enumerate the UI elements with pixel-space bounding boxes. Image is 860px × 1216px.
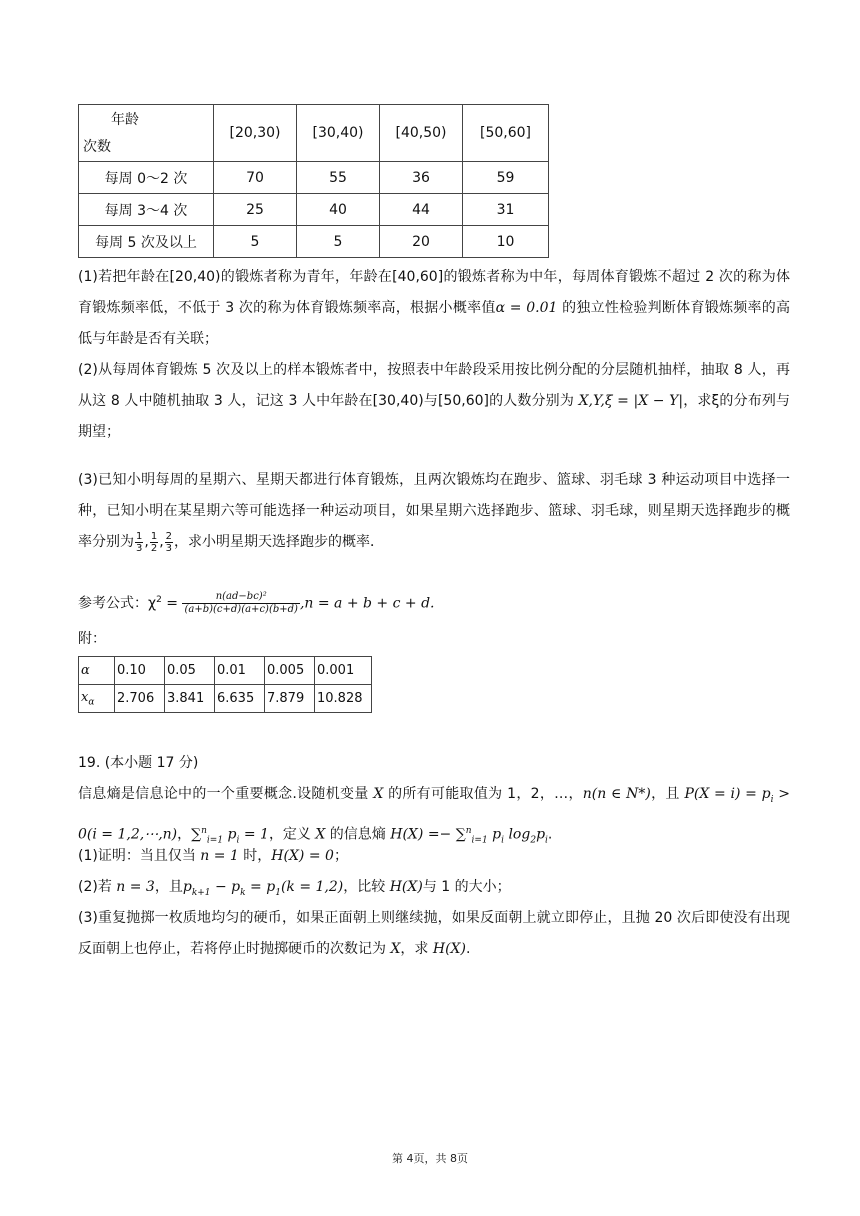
- math-expr: (k = 1,2): [280, 879, 344, 895]
- q19-part1: [78, 841, 790, 872]
- table-cell: 36: [380, 162, 463, 194]
- frequency-table: [78, 104, 549, 258]
- q19-part2-text: (2)若: [78, 879, 117, 895]
- fraction-denominator: 3: [165, 542, 173, 554]
- table-cell: 25: [214, 194, 297, 226]
- formula-equals: =: [161, 595, 183, 612]
- math-subscript: i=1: [471, 835, 488, 846]
- math-expr: = p: [245, 879, 276, 895]
- critical-value-table: [78, 656, 372, 713]
- math-expr: p: [536, 826, 546, 843]
- q19-part3-text: (3)重复抛掷一枚质地均匀的硬币，如果正面朝上则继续抛，如果反面朝上就立即停止，且抛 20 次后即使没有出现反面朝上也停止，若将停止时抛掷硬币的次数记为: [78, 910, 790, 957]
- table-row: [79, 685, 372, 713]
- q19-intro-text: .: [547, 826, 553, 843]
- table-row: [79, 194, 549, 226]
- table-row: [79, 657, 372, 685]
- column-header: [30,40): [297, 105, 380, 162]
- x-label: x: [81, 689, 89, 705]
- table-row: [79, 162, 549, 194]
- q18-part3-text-end: ，求小明星期天选择跑步的概率．: [174, 534, 385, 550]
- table-cell: 31: [463, 194, 549, 226]
- q18-part1: [78, 262, 790, 355]
- math-expr: p: [182, 879, 192, 895]
- table-corner-cell: [79, 105, 214, 162]
- q19-intro-text: ，定义: [268, 826, 316, 843]
- q18-part3: (3)已知小明每周的星期六、星期天都进行体育锻炼，且两次锻炼均在跑步、篮球、羽毛球 3 种运动项目中选择一种，已知小明在某星期六等可能选择一种运动项目，如果星期六选择跑步、篮球、羽毛球，则星期天选择跑步的概率分别为 $\frac{1}{3}$ , $\frac{1}{2}$ , $\frac{2}{3}$ ，求小明星期天选择跑步的概率．: [78, 472, 790, 554]
- q19-intro-text: ，且: [650, 786, 685, 802]
- table-cell: 55: [297, 162, 380, 194]
- math-subscript: 2: [530, 835, 537, 846]
- table-cell: 10.828: [315, 685, 372, 713]
- column-header: [50,60]: [463, 105, 549, 162]
- reference-formula: [78, 588, 435, 616]
- table-cell: 6.635: [215, 685, 265, 713]
- q19-intro-text: 信息熵是信息论中的一个重要概念.设随机变量: [78, 786, 374, 802]
- q19-part2-text: ，比较: [343, 879, 390, 895]
- table-cell: 44: [380, 194, 463, 226]
- q19-part2-text: ，且: [154, 879, 183, 895]
- math-expr: H(X): [389, 879, 423, 895]
- corner-label-age: 年龄: [111, 112, 139, 128]
- formula-numerator: n(ad−bc)²: [182, 591, 299, 604]
- q19-part2-text: 与 1 的大小；: [422, 879, 511, 895]
- formula-exponent: 2: [156, 595, 162, 605]
- page-footer: 第 4页，共 8页: [392, 1152, 468, 1165]
- q18-part2-vars: X,Y,ξ = |X − Y|: [578, 393, 684, 409]
- q19-part3-text: .: [465, 941, 471, 957]
- alpha-label: α: [79, 657, 115, 685]
- table-cell: 0.001: [315, 657, 372, 685]
- table-cell: 70: [214, 162, 297, 194]
- q19-part1-text: (1)证明：当且仅当: [78, 848, 201, 864]
- q18-part2-text: (2)从每周体育锻炼 5 次及以上的样本锻炼者中，按照表中年龄段采用按比例分配的分层随机抽样，抽取 8 人，再从这 8 人中随机抽取 3 人，记这 3 人中年龄在[30,40)与[50,60]的人数分别为: [78, 362, 790, 409]
- row-label: 每周 5 次及以上: [79, 226, 214, 258]
- formula-label: 参考公式：χ: [78, 595, 157, 612]
- row-label: 每周 0～2 次: [79, 162, 214, 194]
- table-cell: 5: [297, 226, 380, 258]
- appendix-label: 附：: [78, 631, 106, 647]
- math-expr: n = 1: [200, 848, 239, 864]
- table-row: [79, 226, 549, 258]
- fraction-denominator: 3: [136, 542, 143, 554]
- chi-square-fraction: [182, 591, 299, 616]
- fraction-numerator: 2: [165, 530, 173, 542]
- math-expr: − p: [210, 879, 241, 895]
- column-header: [20,30): [214, 105, 297, 162]
- math-expr: H(X): [432, 941, 466, 957]
- table-cell: 0.05: [165, 657, 215, 685]
- q19-part3: [78, 903, 790, 965]
- table-cell: 0.10: [115, 657, 165, 685]
- math-var: X: [315, 826, 326, 843]
- math-expr: p: [223, 826, 237, 843]
- q18-part3-text: (3)已知小明每周的星期六、星期天都进行体育锻炼，且两次锻炼均在跑步、篮球、羽毛球 3 种运动项目中选择一种，已知小明在某星期六等可能选择一种运动项目，如果星期六选择跑步、篮球、羽毛球，则星期天选择跑步的概率分别为: [78, 472, 790, 550]
- table-cell: 3.841: [165, 685, 215, 713]
- math-expr: P(X = i) = p: [684, 786, 771, 802]
- math-subscript: 1: [275, 887, 281, 898]
- math-expr: p: [487, 826, 502, 843]
- fraction-numerator: 1: [136, 530, 143, 542]
- fraction-numerator: 1: [150, 530, 158, 542]
- fraction: [165, 531, 173, 554]
- q19-part1-text: ；: [333, 848, 348, 864]
- entropy-definition: H(X) =− ∑: [390, 826, 466, 843]
- q19-intro-text: 的所有可能取值为 1，2，…，: [383, 786, 583, 802]
- math-var: X: [373, 786, 384, 802]
- x-alpha-label: [79, 685, 115, 713]
- math-expr: = 1: [239, 826, 269, 843]
- table-cell: 0.005: [265, 657, 315, 685]
- fraction: [135, 531, 143, 554]
- q18-part2: [78, 355, 790, 448]
- q19-part1-text: 时，: [238, 848, 272, 864]
- q18-part2-text-end: ，求ξ的分布列与期望；: [78, 393, 791, 440]
- math-subscript: i: [501, 835, 504, 846]
- math-var: X: [390, 941, 401, 957]
- q19-intro-text: ，: [177, 826, 192, 843]
- q18-part1-text: (1)若把年龄在[20,40)的锻炼者称为青年，年龄在[40,60]的锻炼者称为中年，每周体育锻炼不超过 2 次的称为体育锻炼频率低，不低于 3 次的称为体育锻炼频率高，根据小概率值: [78, 269, 790, 316]
- math-expr: n = 3: [116, 879, 155, 895]
- formula-denominator: (a+b)(c+d)(a+c)(b+d): [184, 604, 298, 616]
- column-header: [40,50): [380, 105, 463, 162]
- row-label: 每周 3～4 次: [79, 194, 214, 226]
- x-subscript: α: [88, 697, 95, 708]
- math-expr: > 0(i = 1,2,⋯,n): [78, 786, 790, 843]
- alpha-value: α = 0.01: [495, 300, 558, 316]
- fraction-denominator: 2: [150, 542, 158, 554]
- math-subscript: i=1: [206, 835, 224, 846]
- table-cell: 2.706: [115, 685, 165, 713]
- math-subscript: i: [236, 835, 240, 846]
- q19-intro-text: 的信息熵: [325, 826, 391, 843]
- table-cell: 7.879: [265, 685, 315, 713]
- math-subscript: i: [545, 835, 548, 846]
- math-subscript: k+1: [191, 887, 211, 898]
- math-superscript: n: [201, 825, 207, 836]
- q19-heading: 19. (本小题 17 分): [78, 755, 199, 771]
- q19-part3-text: ，求: [400, 941, 433, 957]
- math-subscript: k: [240, 887, 246, 898]
- table-cell: 10: [463, 226, 549, 258]
- math-subscript: i: [770, 794, 774, 805]
- fraction: [150, 531, 158, 554]
- table-cell: 20: [380, 226, 463, 258]
- q18-part1-text-end: 的独立性检验判断体育锻炼频率的高低与年龄是否有关联；: [78, 300, 790, 347]
- math-expr: n(n ∈ N*): [582, 786, 651, 802]
- math-superscript: n: [465, 825, 472, 836]
- math-expr: H(X) = 0: [271, 848, 334, 864]
- table-cell: 59: [463, 162, 549, 194]
- table-cell: 5: [214, 226, 297, 258]
- corner-label-count: 次数: [83, 139, 111, 155]
- math-expr: log: [504, 826, 531, 843]
- table-cell: 0.01: [215, 657, 265, 685]
- sum-symbol: ∑: [191, 826, 202, 843]
- table-cell: 40: [297, 194, 380, 226]
- formula-tail: ,n = a + b + c + d.: [299, 595, 435, 612]
